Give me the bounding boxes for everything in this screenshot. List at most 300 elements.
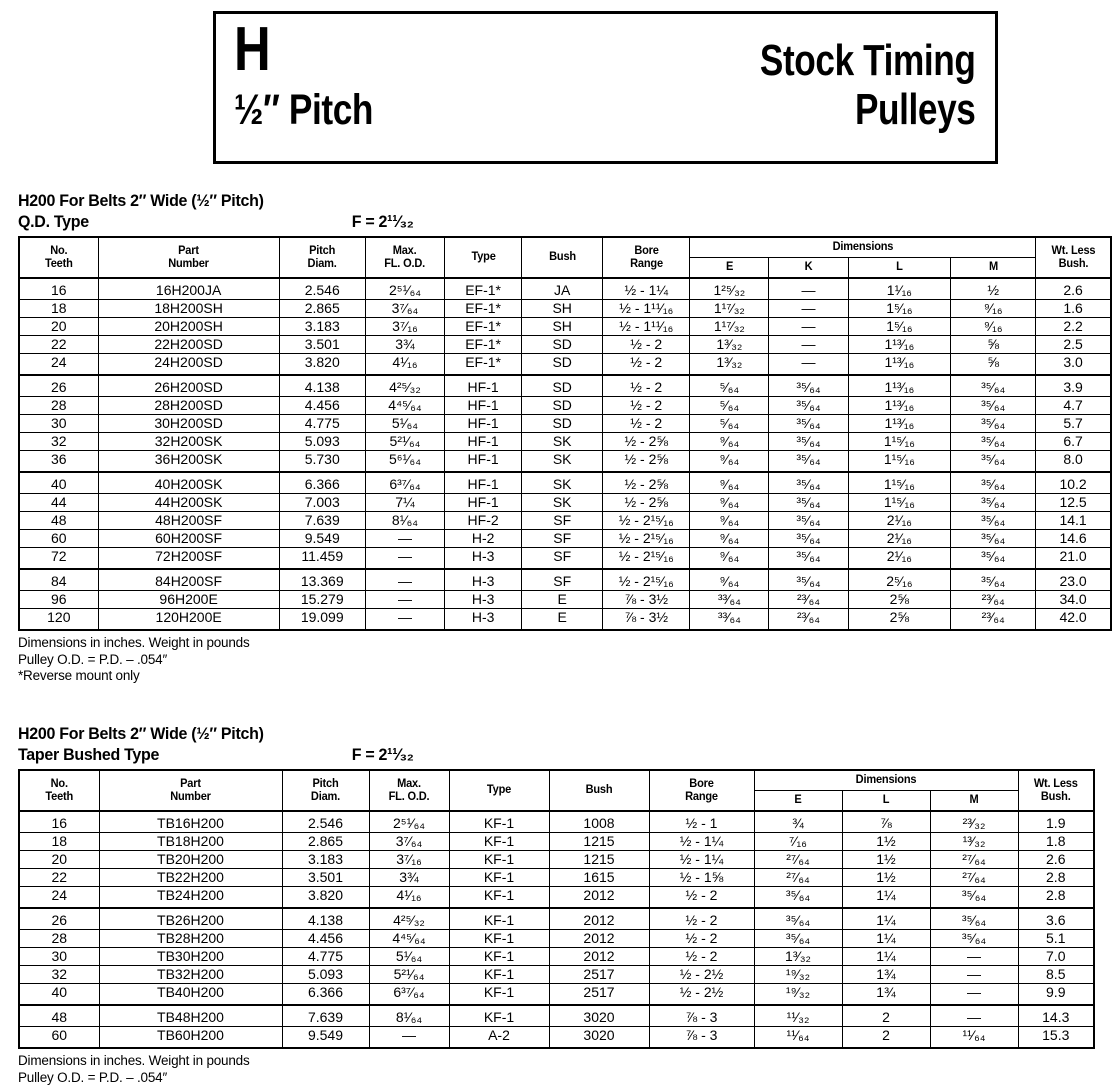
cell-teeth: 18 <box>19 833 99 851</box>
table-row <box>19 278 1111 300</box>
cell-bush: SD <box>522 375 603 397</box>
cell-maxfl: 5²¹⁄₆₄ <box>365 433 444 451</box>
cell-wt: 4.7 <box>1036 397 1111 415</box>
cell-bore: ½ - 2 <box>649 908 754 930</box>
cell-bore: ½ - 2¹⁵⁄₁₆ <box>603 530 690 548</box>
th-max-fl-od: Max. FL. O.D. <box>367 237 443 278</box>
table1-notes <box>18 635 1112 685</box>
cell-m: — <box>930 966 1018 984</box>
cell-bush: SF <box>522 530 603 548</box>
cell-pitch: 3.501 <box>282 869 369 887</box>
cell-pitch: 5.730 <box>279 451 365 473</box>
cell-maxfl: 4⁴⁵⁄₆₄ <box>369 930 449 948</box>
cell-bush: SD <box>522 397 603 415</box>
cell-e: 1³⁄₃₂ <box>690 336 769 354</box>
table-row <box>19 530 1111 548</box>
cell-e: ¾ <box>754 811 842 833</box>
cell-pitch: 2.865 <box>279 300 365 318</box>
cell-bush: SD <box>522 354 603 376</box>
cell-maxfl: 4²⁵⁄₃₂ <box>365 375 444 397</box>
cell-k: ³⁵⁄₆₄ <box>769 451 848 473</box>
cell-m: — <box>930 1005 1018 1027</box>
cell-l: 1½ <box>842 851 930 869</box>
cell-m: ³⁵⁄₆₄ <box>951 512 1036 530</box>
cell-bore: ½ - 1¹¹⁄₁₆ <box>603 318 690 336</box>
cell-part: 24H200SD <box>98 354 279 376</box>
cell-l: 1¾ <box>842 966 930 984</box>
cell-l: 2⁵⁄₁₆ <box>848 569 951 591</box>
cell-m: ³⁵⁄₆₄ <box>951 494 1036 512</box>
cell-pitch: 3.501 <box>279 336 365 354</box>
cell-e: ⁹⁄₆₄ <box>690 472 769 494</box>
th-dim-e: E <box>691 258 767 279</box>
cell-m: ¹³⁄₃₂ <box>930 833 1018 851</box>
cell-bore: ½ - 2 <box>603 375 690 397</box>
cell-k: ³⁵⁄₆₄ <box>769 512 848 530</box>
cell-l: 2⅝ <box>848 609 951 631</box>
cell-part: 84H200SF <box>98 569 279 591</box>
cell-wt: 6.7 <box>1036 433 1111 451</box>
cell-maxfl: — <box>365 609 444 631</box>
cell-e: ¹⁹⁄₃₂ <box>754 966 842 984</box>
cell-teeth: 36 <box>19 451 98 473</box>
cell-bush: SF <box>522 512 603 530</box>
cell-m: — <box>930 984 1018 1006</box>
cell-part: 96H200E <box>98 591 279 609</box>
cell-teeth: 96 <box>19 591 98 609</box>
cell-part: 18H200SH <box>98 300 279 318</box>
cell-bush: E <box>522 591 603 609</box>
cell-bush: 3020 <box>549 1027 649 1049</box>
table-row-group <box>19 569 1111 630</box>
cell-e: ⁹⁄₆₄ <box>690 451 769 473</box>
cell-pitch: 4.138 <box>282 908 369 930</box>
cell-m: ⅝ <box>951 354 1036 376</box>
cell-l: 1¹⁄₁₆ <box>848 278 951 300</box>
th2-dim-e: E <box>756 791 840 812</box>
th2-bore-range: Bore Range <box>651 770 752 811</box>
cell-bore: ½ - 2¹⁵⁄₁₆ <box>603 569 690 591</box>
cell-l: 2¹⁄₁₆ <box>848 530 951 548</box>
cell-e: ³³⁄₆₄ <box>690 609 769 631</box>
cell-e: ⁹⁄₆₄ <box>690 569 769 591</box>
th-dim-m: M <box>952 258 1034 279</box>
cell-maxfl: — <box>365 548 444 570</box>
cell-part: 28H200SD <box>98 397 279 415</box>
cell-bore: ½ - 1¼ <box>603 278 690 300</box>
cell-type: HF-1 <box>445 415 522 433</box>
cell-maxfl: — <box>365 530 444 548</box>
cell-maxfl: — <box>365 591 444 609</box>
cell-k: — <box>769 318 848 336</box>
cell-e: ⁹⁄₆₄ <box>690 548 769 570</box>
cell-bush: SK <box>522 494 603 512</box>
cell-bore: ½ - 1 <box>649 811 754 833</box>
cell-pitch: 3.820 <box>282 887 369 909</box>
cell-type: EF-1* <box>445 336 522 354</box>
table-row <box>19 948 1094 966</box>
cell-k: ³⁵⁄₆₄ <box>769 415 848 433</box>
table2-heading-line2-row <box>18 744 1030 765</box>
cell-bore: ½ - 1¹¹⁄₁₆ <box>603 300 690 318</box>
cell-type: HF-1 <box>445 451 522 473</box>
section-qd-type <box>18 190 1112 685</box>
cell-part: 72H200SF <box>98 548 279 570</box>
cell-pitch: 3.183 <box>279 318 365 336</box>
cell-l: 1¹⁵⁄₁₆ <box>848 451 951 473</box>
cell-l: 2 <box>842 1005 930 1027</box>
cell-part: 32H200SK <box>98 433 279 451</box>
cell-bush: JA <box>522 278 603 300</box>
cell-bush: 2012 <box>549 948 649 966</box>
note-line: Pulley O.D. = P.D. – .054″ <box>18 1069 168 1085</box>
cell-type: EF-1* <box>445 278 522 300</box>
cell-k: ³⁵⁄₆₄ <box>769 375 848 397</box>
cell-pitch: 19.099 <box>279 609 365 631</box>
cell-l: 2 <box>842 1027 930 1049</box>
cell-maxfl: 4²⁵⁄₃₂ <box>369 908 449 930</box>
cell-l: 2⅝ <box>848 591 951 609</box>
cell-m: ³⁵⁄₆₄ <box>951 530 1036 548</box>
cell-wt: 1.6 <box>1036 300 1111 318</box>
cell-maxfl: 5¹⁄₆₄ <box>365 415 444 433</box>
cell-pitch: 7.639 <box>282 1005 369 1027</box>
table-row <box>19 548 1111 570</box>
cell-l: 1¹³⁄₁₆ <box>848 415 951 433</box>
cell-wt: 2.8 <box>1018 887 1094 909</box>
cell-e: ⁵⁄₆₄ <box>690 415 769 433</box>
cell-teeth: 40 <box>19 984 99 1006</box>
cell-part: TB40H200 <box>99 984 282 1006</box>
cell-k: — <box>769 336 848 354</box>
table-row <box>19 336 1111 354</box>
cell-teeth: 60 <box>19 1027 99 1049</box>
cell-wt: 9.9 <box>1018 984 1094 1006</box>
cell-maxfl: 4¹⁄₁₆ <box>369 887 449 909</box>
cell-bore: ½ - 2 <box>603 354 690 376</box>
table-row <box>19 591 1111 609</box>
cell-teeth: 24 <box>19 354 98 376</box>
cell-e: ³⁵⁄₆₄ <box>754 908 842 930</box>
cell-bush: 2517 <box>549 984 649 1006</box>
cell-pitch: 9.549 <box>282 1027 369 1049</box>
cell-part: 120H200E <box>98 609 279 631</box>
th-dimensions-group: Dimensions <box>697 237 1029 258</box>
cell-maxfl: 3¾ <box>369 869 449 887</box>
cell-part: TB30H200 <box>99 948 282 966</box>
table-row <box>19 1027 1094 1049</box>
cell-m: ⅝ <box>951 336 1036 354</box>
cell-pitch: 9.549 <box>279 530 365 548</box>
table-row <box>19 569 1111 591</box>
cell-l: 1¼ <box>842 887 930 909</box>
cell-l: 1¹⁵⁄₁₆ <box>848 494 951 512</box>
cell-bush: SK <box>522 472 603 494</box>
cell-l: 1¹³⁄₁₆ <box>848 336 951 354</box>
th-no-teeth: No. Teeth <box>21 237 97 278</box>
cell-wt: 21.0 <box>1036 548 1111 570</box>
cell-l: 1½ <box>842 869 930 887</box>
cell-teeth: 20 <box>19 851 99 869</box>
cell-e: ³³⁄₆₄ <box>690 591 769 609</box>
cell-bore: ½ - 1⅝ <box>649 869 754 887</box>
cell-e: ⁹⁄₆₄ <box>690 433 769 451</box>
cell-m: ²³⁄₆₄ <box>951 591 1036 609</box>
cell-m: ³⁵⁄₆₄ <box>951 397 1036 415</box>
table-row <box>19 397 1111 415</box>
cell-e: 1¹⁷⁄₃₂ <box>690 300 769 318</box>
cell-wt: 1.9 <box>1018 811 1094 833</box>
cell-teeth: 24 <box>19 887 99 909</box>
cell-wt: 14.6 <box>1036 530 1111 548</box>
cell-wt: 2.2 <box>1036 318 1111 336</box>
cell-part: TB26H200 <box>99 908 282 930</box>
cell-type: KF-1 <box>449 908 549 930</box>
cell-bush: 1615 <box>549 869 649 887</box>
cell-part: 20H200SH <box>98 318 279 336</box>
cell-maxfl: 3⁷⁄₁₆ <box>365 318 444 336</box>
cell-part: TB20H200 <box>99 851 282 869</box>
cell-wt: 14.3 <box>1018 1005 1094 1027</box>
cell-m: ³⁵⁄₆₄ <box>951 569 1036 591</box>
table-row-group <box>19 1005 1094 1048</box>
cell-pitch: 2.865 <box>282 833 369 851</box>
cell-maxfl: 5⁶¹⁄₆₄ <box>365 451 444 473</box>
cell-type: KF-1 <box>449 887 549 909</box>
cell-teeth: 26 <box>19 908 99 930</box>
cell-bush: SK <box>522 433 603 451</box>
table-row <box>19 451 1111 473</box>
cell-e: ⁹⁄₆₄ <box>690 530 769 548</box>
cell-m: ³⁵⁄₆₄ <box>951 472 1036 494</box>
cell-wt: 2.8 <box>1018 869 1094 887</box>
cell-teeth: 18 <box>19 300 98 318</box>
cell-teeth: 28 <box>19 397 98 415</box>
cell-maxfl: 8¹⁄₆₄ <box>365 512 444 530</box>
cell-part: TB18H200 <box>99 833 282 851</box>
cell-type: KF-1 <box>449 1005 549 1027</box>
cell-part: 30H200SD <box>98 415 279 433</box>
cell-teeth: 44 <box>19 494 98 512</box>
cell-e: ¹¹⁄₃₂ <box>754 1005 842 1027</box>
table1-heading-line2-row <box>18 211 1046 232</box>
cell-e: ¹⁹⁄₃₂ <box>754 984 842 1006</box>
cell-teeth: 28 <box>19 930 99 948</box>
cell-wt: 42.0 <box>1036 609 1111 631</box>
th2-wt-less-bush: Wt. Less Bush. <box>1020 770 1093 811</box>
cell-wt: 15.3 <box>1018 1027 1094 1049</box>
cell-pitch: 11.459 <box>279 548 365 570</box>
cell-teeth: 60 <box>19 530 98 548</box>
cell-wt: 2.6 <box>1036 278 1111 300</box>
cell-part: 16H200JA <box>98 278 279 300</box>
cell-pitch: 13.369 <box>279 569 365 591</box>
cell-l: 1¹³⁄₁₆ <box>848 397 951 415</box>
th2-pitch-diam: Pitch Diam. <box>284 770 368 811</box>
table-row <box>19 811 1094 833</box>
banner-title-line2: Pulleys <box>854 85 975 134</box>
cell-bore: ½ - 2½ <box>649 966 754 984</box>
cell-bore: ½ - 2⅝ <box>603 433 690 451</box>
cell-wt: 1.8 <box>1018 833 1094 851</box>
cell-k: ²³⁄₆₄ <box>769 591 848 609</box>
cell-l: 1¹⁵⁄₁₆ <box>848 472 951 494</box>
cell-pitch: 7.639 <box>279 512 365 530</box>
cell-pitch: 3.183 <box>282 851 369 869</box>
cell-pitch: 6.366 <box>279 472 365 494</box>
cell-type: H-3 <box>445 591 522 609</box>
cell-part: TB28H200 <box>99 930 282 948</box>
cell-l: 2¹⁄₁₆ <box>848 512 951 530</box>
table-row <box>19 433 1111 451</box>
note-line: Pulley O.D. = P.D. – .054″ <box>18 651 168 667</box>
cell-wt: 3.0 <box>1036 354 1111 376</box>
cell-type: H-3 <box>445 609 522 631</box>
cell-teeth: 30 <box>19 948 99 966</box>
cell-l: 1¼ <box>842 908 930 930</box>
cell-wt: 3.9 <box>1036 375 1111 397</box>
cell-bore: ½ - 2 <box>649 930 754 948</box>
table-row <box>19 833 1094 851</box>
cell-k: ³⁵⁄₆₄ <box>769 433 848 451</box>
cell-bore: ½ - 2⅝ <box>603 472 690 494</box>
cell-m: ³⁵⁄₆₄ <box>951 375 1036 397</box>
cell-m: ⁹⁄₁₆ <box>951 300 1036 318</box>
th-type: Type <box>446 237 520 278</box>
cell-type: KF-1 <box>449 851 549 869</box>
cell-maxfl: 6³⁷⁄₆₄ <box>369 984 449 1006</box>
cell-maxfl: 2⁵¹⁄₆₄ <box>369 811 449 833</box>
cell-bore: ½ - 1¼ <box>649 851 754 869</box>
table2-heading-line1: H200 For Belts 2″ Wide (½″ Pitch) <box>18 724 264 743</box>
table-row <box>19 869 1094 887</box>
cell-wt: 7.0 <box>1018 948 1094 966</box>
section-taper-bushed-type <box>18 723 1095 1086</box>
cell-teeth: 20 <box>19 318 98 336</box>
cell-part: TB24H200 <box>99 887 282 909</box>
cell-type: HF-1 <box>445 494 522 512</box>
table-row <box>19 375 1111 397</box>
cell-wt: 3.6 <box>1018 908 1094 930</box>
cell-pitch: 4.456 <box>282 930 369 948</box>
th-bush: Bush <box>523 237 601 278</box>
cell-bore: ½ - 2¹⁵⁄₁₆ <box>603 548 690 570</box>
cell-bush: 1215 <box>549 851 649 869</box>
cell-l: ⅞ <box>842 811 930 833</box>
cell-pitch: 7.003 <box>279 494 365 512</box>
th2-part-number: Part Number <box>103 770 279 811</box>
cell-maxfl: — <box>365 569 444 591</box>
cell-bush: SF <box>522 548 603 570</box>
cell-pitch: 6.366 <box>282 984 369 1006</box>
cell-part: TB32H200 <box>99 966 282 984</box>
table2-heading-line2: Taper Bushed Type <box>18 745 160 764</box>
cell-bore: ⅞ - 3½ <box>603 609 690 631</box>
cell-pitch: 15.279 <box>279 591 365 609</box>
cell-type: KF-1 <box>449 833 549 851</box>
cell-k: ³⁵⁄₆₄ <box>769 530 848 548</box>
th-dim-k: K <box>771 258 847 279</box>
cell-e: ³⁵⁄₆₄ <box>754 887 842 909</box>
cell-m: ³⁵⁄₆₄ <box>951 433 1036 451</box>
table-row <box>19 609 1111 631</box>
cell-type: H-3 <box>445 548 522 570</box>
banner-left-group <box>234 15 404 134</box>
cell-wt: 2.5 <box>1036 336 1111 354</box>
cell-l: 1¼ <box>842 930 930 948</box>
cell-maxfl: 3⁷⁄₆₄ <box>369 833 449 851</box>
cell-wt: 2.6 <box>1018 851 1094 869</box>
cell-wt: 34.0 <box>1036 591 1111 609</box>
cell-wt: 8.5 <box>1018 966 1094 984</box>
cell-maxfl: 8¹⁄₆₄ <box>369 1005 449 1027</box>
cell-bush: 2012 <box>549 908 649 930</box>
table1-heading-line1: H200 For Belts 2″ Wide (½″ Pitch) <box>18 191 264 210</box>
cell-e: 1¹⁷⁄₃₂ <box>690 318 769 336</box>
cell-l: 1½ <box>842 833 930 851</box>
cell-teeth: 32 <box>19 433 98 451</box>
cell-m: ²³⁄₆₄ <box>951 609 1036 631</box>
table-row <box>19 512 1111 530</box>
cell-teeth: 26 <box>19 375 98 397</box>
table-row <box>19 984 1094 1006</box>
cell-pitch: 2.546 <box>282 811 369 833</box>
table-row-group <box>19 908 1094 1005</box>
cell-bush: 1215 <box>549 833 649 851</box>
banner-right-group <box>706 36 975 134</box>
cell-bore: ½ - 2⅝ <box>603 451 690 473</box>
cell-maxfl: 5²¹⁄₆₄ <box>369 966 449 984</box>
cell-l: 1⁵⁄₁₆ <box>848 300 951 318</box>
cell-type: EF-1* <box>445 354 522 376</box>
cell-part: TB60H200 <box>99 1027 282 1049</box>
cell-type: KF-1 <box>449 966 549 984</box>
cell-bore: ½ - 2½ <box>649 984 754 1006</box>
cell-teeth: 72 <box>19 548 98 570</box>
cell-maxfl: 4⁴⁵⁄₆₄ <box>365 397 444 415</box>
table-row-group <box>19 472 1111 569</box>
cell-pitch: 4.775 <box>279 415 365 433</box>
table-row <box>19 887 1094 909</box>
cell-bore: ½ - 2 <box>649 948 754 966</box>
cell-k: — <box>769 354 848 376</box>
cell-maxfl: 5¹⁄₆₄ <box>369 948 449 966</box>
cell-bush: SD <box>522 336 603 354</box>
cell-type: A-2 <box>449 1027 549 1049</box>
table2-notes <box>18 1053 1095 1086</box>
cell-e: ³⁵⁄₆₄ <box>754 930 842 948</box>
th-dim-l: L <box>850 258 949 279</box>
cell-maxfl: 2⁵¹⁄₆₄ <box>365 278 444 300</box>
th-part-number: Part Number <box>102 237 276 278</box>
cell-bore: ½ - 2¹⁵⁄₁₆ <box>603 512 690 530</box>
cell-type: KF-1 <box>449 984 549 1006</box>
cell-bore: ⅞ - 3 <box>649 1027 754 1049</box>
cell-part: TB48H200 <box>99 1005 282 1027</box>
table-row <box>19 1005 1094 1027</box>
cell-pitch: 4.138 <box>279 375 365 397</box>
page-banner <box>213 11 998 164</box>
cell-m: ³⁵⁄₆₄ <box>951 451 1036 473</box>
cell-bush: SK <box>522 451 603 473</box>
cell-m: ²⁷⁄₆₄ <box>930 869 1018 887</box>
cell-k: — <box>769 278 848 300</box>
cell-m: ⁹⁄₁₆ <box>951 318 1036 336</box>
note-line: *Reverse mount only <box>18 668 140 683</box>
th-pitch-diam: Pitch Diam. <box>281 237 364 278</box>
cell-bush: SF <box>522 569 603 591</box>
cell-teeth: 48 <box>19 1005 99 1027</box>
